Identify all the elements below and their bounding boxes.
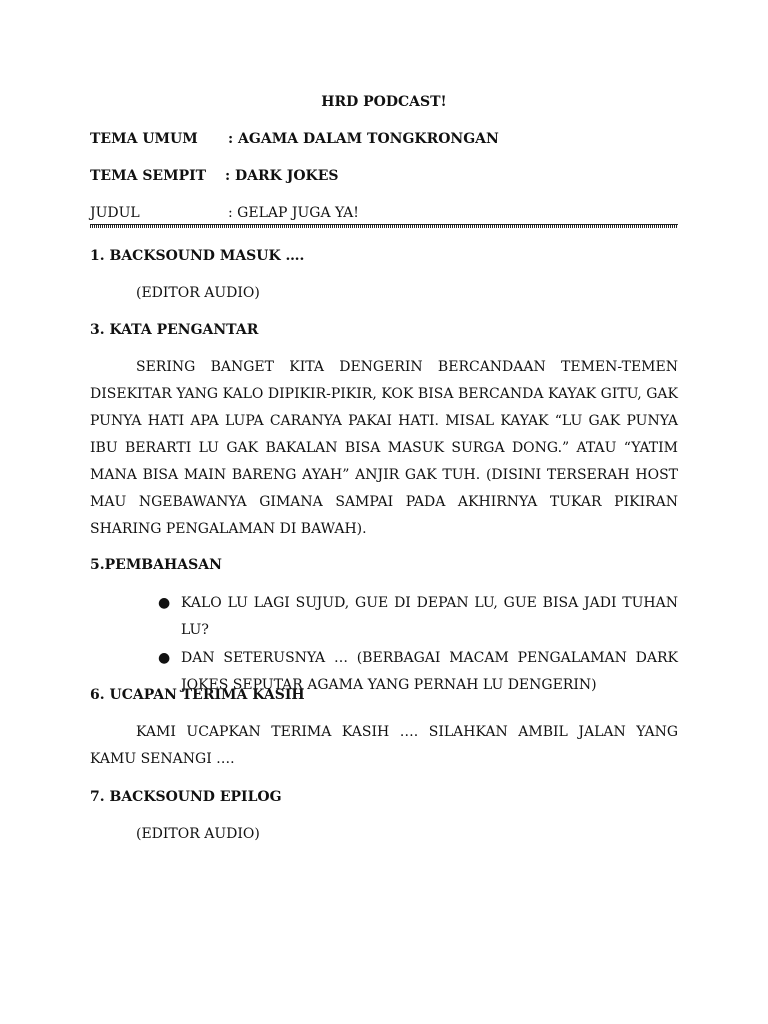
bullet-icon: ● — [158, 650, 171, 666]
header-divider — [90, 224, 678, 228]
meta-value-tema-sempit: : DARK JOKES — [225, 168, 339, 184]
meta-label-tema-sempit: TEMA SEMPIT — [90, 168, 207, 184]
pembahasan-bullet-list — [90, 590, 678, 700]
section-body-kata-pengantar: SERING BANGET KITA DENGERIN BERCANDAAN TEMEN-TEMEN DISEKITAR YANG KALO DIPIKIR-PIKIR, KOK BISA BERCANDA KAYAK GITU, GAK PUNYA HATI APA LUPA CARANYA PAKAI HATI. MISAL KAYAK “LU GAK PUNYA IBU BERARTI LU GAK BAKALAN BISA MASUK SURGA DONG.” ATAU “YATIM MANA BISA MAIN BARENG AYAH” ANJIR GAK TUH. (DISINI TERSERAH HOST MAU NGEBAWANYA GIMANA SAMPAI PADA AKHIRNYA TUKAR PIKIRAN SHARING PENGALAMAN DI BAWAH). — [90, 359, 678, 537]
section-body-backsound-epilog: (EDITOR AUDIO) — [136, 826, 260, 842]
section-heading-ucapan: 6. UCAPAN TERIMA KASIH — [90, 687, 305, 703]
section-heading-backsound-epilog: 7. BACKSOUND EPILOG — [90, 789, 282, 805]
meta-value-tema-umum: : AGAMA DALAM TONGKRONGAN — [228, 131, 499, 147]
section-body-ucapan: KAMI UCAPKAN TERIMA KASIH …. SILAHKAN AMBIL JALAN YANG KAMU SENANGI …. — [90, 724, 678, 767]
bullet-text: KALO LU LAGI SUJUD, GUE DI DEPAN LU, GUE BISA JADI TUHAN LU? — [181, 595, 678, 638]
meta-label-tema-umum: TEMA UMUM — [90, 131, 198, 147]
section-heading-kata-pengantar: 3. KATA PENGANTAR — [90, 322, 259, 338]
meta-label-judul: JUDUL — [90, 205, 140, 221]
section-heading-backsound-masuk: 1. BACKSOUND MASUK …. — [90, 248, 305, 264]
bullet-text: DAN SETERUSNYA … (BERBAGAI MACAM PENGALAMAN DARK JOKES SEPUTAR AGAMA YANG PERNAH LU DENGERIN) — [181, 650, 678, 693]
section-heading-pembahasan: 5.PEMBAHASAN — [90, 557, 222, 573]
bullet-icon: ● — [158, 595, 171, 611]
list-item — [90, 590, 678, 644]
document-title: HRD PODCAST! — [321, 94, 447, 110]
meta-value-judul: : GELAP JUGA YA! — [228, 205, 359, 221]
section-body-backsound-masuk: (EDITOR AUDIO) — [136, 285, 260, 301]
